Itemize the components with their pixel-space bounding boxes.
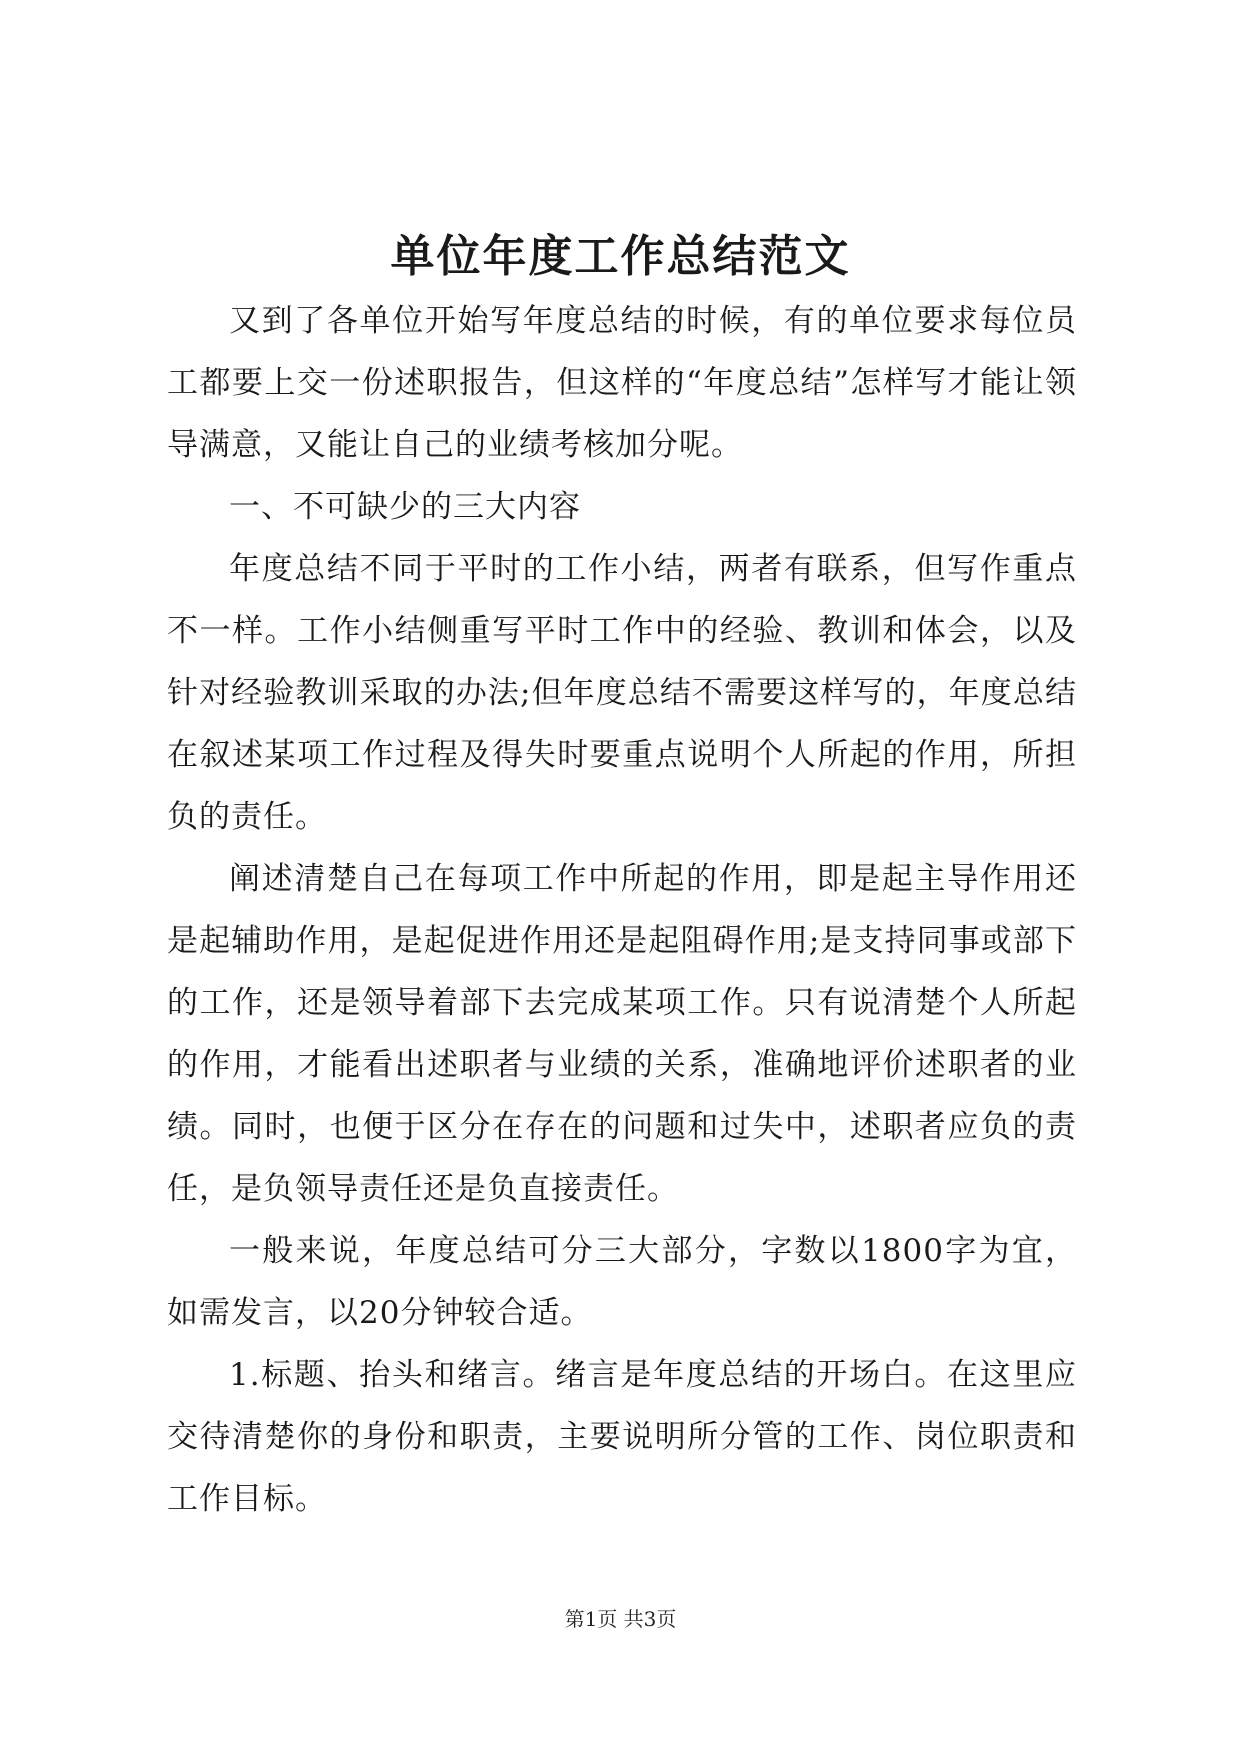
paragraph: 阐述清楚自己在每项工作中所起的作用，即是起主导作用还是起辅助作用，是起促进作用还是起阻碍作用;是支持同事或部下的工作，还是领导着部下去完成某项工作。只有说清楚个人所起的作用，才能看出述职者与业绩的关系，准确地评价述职者的业绩。同时，也便于区分在存在的问题和过失中，述职者应负的责任，是负领导责任还是负直接责任。 bbox=[167, 861, 1077, 1207]
page-number-footer: 第1页 共3页 bbox=[564, 1607, 677, 1631]
paragraph-intro: 又到了各单位开始写年度总结的时候，有的单位要求每位员工都要上交一份述职报告，但这样的“年度总结”怎样写才能让领导满意，又能让自己的业绩考核加分呢。 bbox=[167, 303, 1077, 463]
section-heading: 一、不可缺少的三大内容 bbox=[229, 489, 581, 525]
paragraph: 年度总结不同于平时的工作小结，两者有联系，但写作重点不一样。工作小结侧重写平时工作中的经验、教训和体会，以及针对经验教训采取的办法;但年度总结不需要这样写的，年度总结在叙述某项工作过程及得失时要重点说明个人所起的作用，所担负的责任。 bbox=[167, 551, 1077, 835]
paragraph: 1.标题、抬头和绪言。绪言是年度总结的开场白。在这里应交待清楚你的身份和职责，主要说明所分管的工作、岗位职责和工作目标。 bbox=[167, 1357, 1077, 1517]
document-title: 单位年度工作总结范文 bbox=[390, 231, 851, 282]
document-body bbox=[167, 290, 1077, 1530]
paragraph: 一般来说，年度总结可分三大部分，字数以1800字为宜，如需发言，以20分钟较合适。 bbox=[167, 1233, 1077, 1331]
